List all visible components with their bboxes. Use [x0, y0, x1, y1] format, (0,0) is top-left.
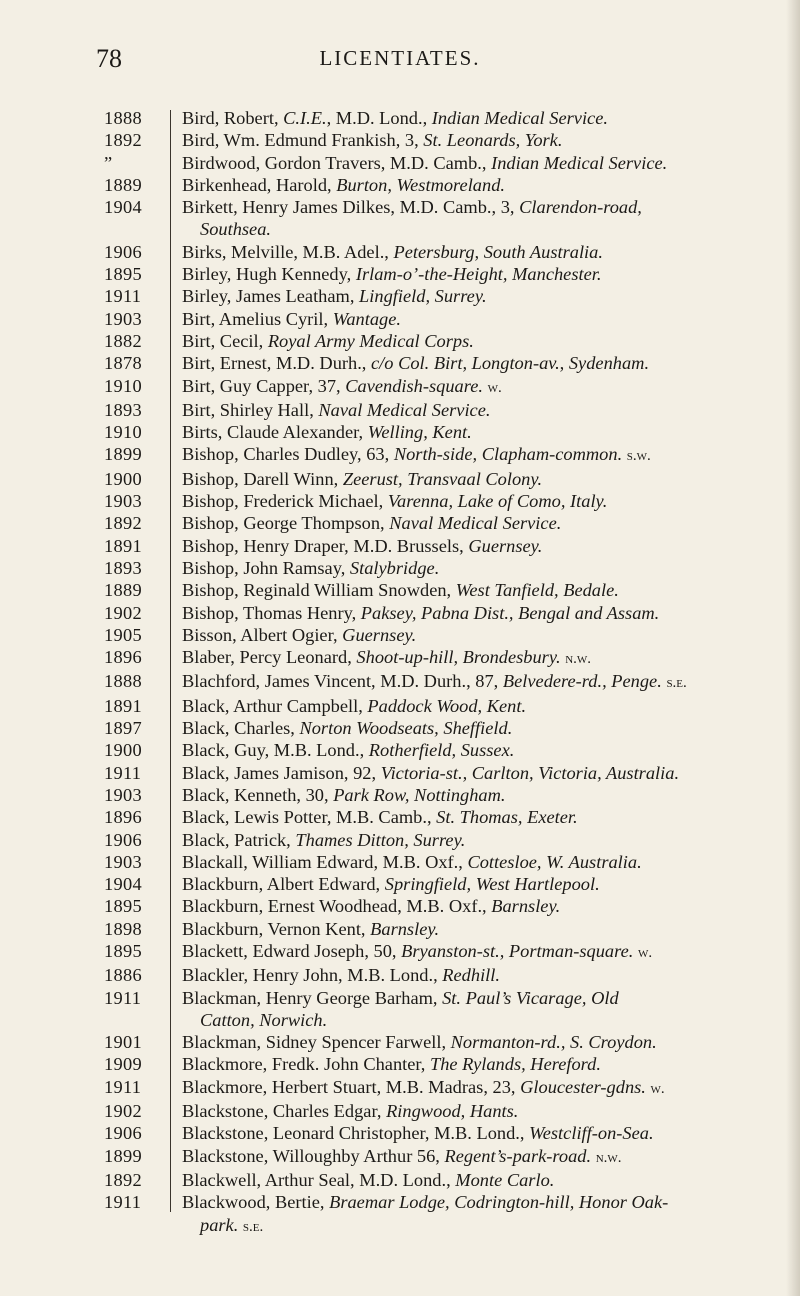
list-item [0, 1053, 800, 1075]
entry-text [182, 873, 784, 895]
entry-year: 1904 [104, 197, 142, 218]
entry-line: Birt, Amelius Cyril, Wantage. [182, 308, 402, 329]
entry-line: Black, Guy, M.B. Lond., Rotherfield, Sussex. [182, 740, 515, 761]
entry-line: Blackstone, Willoughby Arthur 56, Regent’s-park-road. n.w. [182, 1145, 622, 1166]
entry-line: Blackler, Henry John, M.B. Lond., Redhill. [182, 965, 500, 986]
entry-year: 1889 [104, 580, 142, 601]
list-item [0, 152, 800, 174]
entry-text [182, 762, 784, 784]
list-item [0, 196, 800, 241]
entry-line: Birley, James Leatham, Lingfield, Surrey. [182, 286, 487, 307]
entry-line: Birks, Melville, M.B. Adel., Petersburg, South Australia. [182, 241, 603, 262]
entry-year: 1902 [104, 602, 142, 623]
entry-text [182, 535, 784, 557]
entry-line: Birt, Cecil, Royal Army Medical Corps. [182, 330, 474, 351]
entry-text [182, 352, 784, 374]
entry-year: 1892 [104, 1169, 142, 1190]
list-item [0, 443, 800, 467]
entry-text [182, 196, 784, 241]
entry-text [182, 468, 784, 490]
entry-year: 1906 [104, 1123, 142, 1144]
list-item [0, 602, 800, 624]
entry-year: 1893 [104, 399, 142, 420]
entry-text [182, 624, 784, 646]
entry-text [182, 717, 784, 739]
entry-line: Blackstone, Charles Edgar, Ringwood, Hants. [182, 1101, 519, 1122]
entry-line: Bishop, Thomas Henry, Paksey, Pabna Dist., Bengal and Assam. [182, 602, 660, 623]
entry-text [182, 1053, 784, 1075]
list-item [0, 940, 800, 964]
entry-year: 1888 [104, 671, 142, 692]
entry-line: Black, Arthur Campbell, Paddock Wood, Kent. [182, 695, 527, 716]
entry-line: Blackburn, Albert Edward, Springfield, West Hartlepool. [182, 874, 600, 895]
entry-line: Black, James Jamison, 92, Victoria-st., Carlton, Victoria, Australia. [182, 762, 680, 783]
entry-year: 1901 [104, 1032, 142, 1053]
entry-year: 1895 [104, 896, 142, 917]
entry-year: 1878 [104, 353, 142, 374]
entry-year: 1911 [104, 987, 142, 1008]
entry-year: 1889 [104, 174, 142, 195]
entry-text [182, 1145, 784, 1169]
entry-line: Birt, Guy Capper, 37, Cavendish-square. w. [182, 375, 502, 396]
entry-text [182, 512, 784, 534]
entry-line: Blackmore, Herbert Stuart, M.B. Madras, 23, Gloucester-gdns. w. [182, 1076, 665, 1097]
entry-year: 1911 [104, 762, 142, 783]
entry-line: Birt, Ernest, M.D. Durh., c/o Col. Birt, Longton-av., Sydenham. [182, 353, 650, 374]
entry-year: 1898 [104, 918, 142, 939]
running-head: LICENTIATES. [319, 46, 481, 70]
entry-year: 1903 [104, 784, 142, 805]
entry-line: Birt, Shirley Hall, Naval Medical Service. [182, 399, 491, 420]
entry-text [182, 695, 784, 717]
list-item [0, 174, 800, 196]
entry-line: Blackwell, Arthur Seal, M.D. Lond., Monte Carlo. [182, 1169, 555, 1190]
entry-text [182, 895, 784, 917]
entry-text [182, 1100, 784, 1122]
entry-text [182, 263, 784, 285]
entry-line: Black, Lewis Potter, M.B. Camb., St. Thomas, Exeter. [182, 807, 578, 828]
entry-year: 1910 [104, 422, 142, 443]
entry-text [182, 1169, 784, 1191]
list-item [0, 1122, 800, 1144]
entry-text [182, 330, 784, 352]
list-item [0, 330, 800, 352]
entry-year: 1900 [104, 740, 142, 761]
list-item [0, 468, 800, 490]
entry-continuation: Southsea. [200, 219, 272, 240]
list-item [0, 129, 800, 151]
entry-line: Blackman, Sidney Spencer Farwell, Normanton-rd., S. Croydon. [182, 1032, 657, 1053]
entry-text [182, 490, 784, 512]
entry-text [182, 1122, 784, 1144]
entry-text [182, 918, 784, 940]
list-item [0, 1145, 800, 1169]
list-item [0, 670, 800, 694]
list-item [0, 739, 800, 761]
entry-line: Blaber, Percy Leonard, Shoot-up-hill, Brondesbury. n.w. [182, 647, 592, 668]
list-item [0, 1191, 800, 1238]
entry-text [182, 964, 784, 986]
entry-text [182, 557, 784, 579]
entry-line: Birkett, Henry James Dilkes, M.D. Camb., 3, Clarendon-road, [182, 197, 642, 218]
entry-year: 1911 [104, 286, 142, 307]
list-item [0, 1031, 800, 1053]
entry-line: Bishop, George Thompson, Naval Medical Service. [182, 513, 562, 534]
entry-year: 1897 [104, 718, 142, 739]
list-item [0, 829, 800, 851]
entry-line: Birley, Hugh Kennedy, Irlam-o’-the-Height, Manchester. [182, 264, 602, 285]
entry-year: 1911 [104, 1076, 142, 1097]
list-item [0, 873, 800, 895]
entry-line: Birkenhead, Harold, Burton, Westmoreland. [182, 174, 505, 195]
list-item [0, 107, 800, 129]
entry-year: 1896 [104, 807, 142, 828]
entry-year: 1903 [104, 308, 142, 329]
entry-line: Blackmore, Fredk. John Chanter, The Rylands, Hereford. [182, 1054, 601, 1075]
entry-continuation: park. s.e. [200, 1214, 264, 1235]
entry-year: 1906 [104, 829, 142, 850]
page-header [0, 44, 800, 74]
entry-text [182, 829, 784, 851]
entry-text [182, 806, 784, 828]
entry-text [182, 1191, 784, 1238]
entry-text [182, 241, 784, 263]
entry-text [182, 375, 784, 399]
list-item [0, 918, 800, 940]
entry-text [182, 739, 784, 761]
entry-text [182, 851, 784, 873]
entry-line: Blackall, William Edward, M.B. Oxf., Cottesloe, W. Australia. [182, 851, 642, 872]
page-number: 78 [96, 44, 122, 73]
list-item [0, 535, 800, 557]
entry-line: Blackburn, Ernest Woodhead, M.B. Oxf., Barnsley. [182, 896, 561, 917]
list-item [0, 579, 800, 601]
list-item [0, 1169, 800, 1191]
entry-list [0, 107, 800, 1238]
list-item [0, 263, 800, 285]
entry-text [182, 285, 784, 307]
entry-line: Birdwood, Gordon Travers, M.D. Camb., Indian Medical Service. [182, 152, 668, 173]
entry-year: 1911 [104, 1192, 142, 1213]
entry-text [182, 107, 784, 129]
entry-year: 1882 [104, 330, 142, 351]
entry-text [182, 670, 784, 694]
entry-line: Blackburn, Vernon Kent, Barnsley. [182, 918, 440, 939]
entry-year: 1899 [104, 444, 142, 465]
entry-year: 1899 [104, 1145, 142, 1166]
entry-text [182, 987, 784, 1032]
entry-text [182, 443, 784, 467]
entry-year: 1906 [104, 241, 142, 262]
entry-year: 1896 [104, 647, 142, 668]
list-item [0, 557, 800, 579]
entry-text [182, 646, 784, 670]
entry-line: Black, Patrick, Thames Ditton, Surrey. [182, 829, 466, 850]
entry-line: Blackman, Henry George Barham, St. Paul’s Vicarage, Old [182, 987, 619, 1008]
entry-line: Birts, Claude Alexander, Welling, Kent. [182, 422, 472, 443]
entry-line: Blackstone, Leonard Christopher, M.B. Lond., Westcliff-on-Sea. [182, 1123, 654, 1144]
entry-line: Bishop, Frederick Michael, Varenna, Lake of Como, Italy. [182, 491, 608, 512]
entry-year: 1903 [104, 851, 142, 872]
list-item [0, 285, 800, 307]
list-item [0, 895, 800, 917]
list-item [0, 352, 800, 374]
list-item [0, 512, 800, 534]
entry-line: Blachford, James Vincent, M.D. Durh., 87, Belvedere-rd., Penge. s.e. [182, 671, 687, 692]
list-item [0, 241, 800, 263]
entry-text [182, 1031, 784, 1053]
list-item [0, 421, 800, 443]
entry-year: ” [104, 152, 113, 173]
entry-continuation: Catton, Norwich. [200, 1009, 328, 1030]
entry-line: Bird, Wm. Edmund Frankish, 3, St. Leonards, York. [182, 130, 563, 151]
page-edge-shadow [786, 0, 800, 1296]
entry-text [182, 308, 784, 330]
entry-line: Bishop, John Ramsay, Stalybridge. [182, 557, 440, 578]
entry-text [182, 602, 784, 624]
list-item [0, 964, 800, 986]
list-item [0, 1100, 800, 1122]
list-item [0, 624, 800, 646]
list-item [0, 399, 800, 421]
entry-year: 1886 [104, 965, 142, 986]
entry-year: 1892 [104, 513, 142, 534]
entry-year: 1892 [104, 130, 142, 151]
entry-line: Bishop, Henry Draper, M.D. Brussels, Guernsey. [182, 535, 543, 556]
entry-text [182, 399, 784, 421]
entry-line: Black, Charles, Norton Woodseats, Sheffield. [182, 718, 513, 739]
entry-text [182, 1076, 784, 1100]
list-item [0, 762, 800, 784]
entry-line: Black, Kenneth, 30, Park Row, Nottingham. [182, 784, 506, 805]
entry-year: 1893 [104, 557, 142, 578]
entry-year: 1891 [104, 695, 142, 716]
entry-line: Bishop, Charles Dudley, 63, North-side, Clapham-common. s.w. [182, 444, 651, 465]
entry-year: 1904 [104, 874, 142, 895]
entry-year: 1902 [104, 1101, 142, 1122]
entry-year: 1895 [104, 264, 142, 285]
list-item [0, 490, 800, 512]
list-item [0, 695, 800, 717]
entry-text [182, 129, 784, 151]
list-item [0, 1076, 800, 1100]
entry-text [182, 174, 784, 196]
list-item [0, 308, 800, 330]
entry-year: 1903 [104, 491, 142, 512]
entry-text [182, 579, 784, 601]
entry-line: Bisson, Albert Ogier, Guernsey. [182, 624, 417, 645]
list-item [0, 784, 800, 806]
entry-line: Bishop, Reginald William Snowden, West Tanfield, Bedale. [182, 580, 619, 601]
entry-text [182, 784, 784, 806]
entry-line: Blackwood, Bertie, Braemar Lodge, Codrington-hill, Honor Oak- [182, 1192, 669, 1213]
entry-year: 1900 [104, 468, 142, 489]
entry-line: Bird, Robert, C.I.E., M.D. Lond., Indian Medical Service. [182, 108, 608, 128]
entry-line: Blackett, Edward Joseph, 50, Bryanston-st., Portman-square. w. [182, 940, 653, 961]
entry-year: 1888 [104, 108, 142, 128]
entry-text [182, 152, 784, 174]
entry-text [182, 940, 784, 964]
entry-year: 1909 [104, 1054, 142, 1075]
entry-line: Bishop, Darell Winn, Zeerust, Transvaal Colony. [182, 468, 543, 489]
entry-year: 1891 [104, 535, 142, 556]
entry-text [182, 421, 784, 443]
list-item [0, 806, 800, 828]
entry-year: 1895 [104, 940, 142, 961]
list-item [0, 717, 800, 739]
list-item [0, 375, 800, 399]
entry-year: 1910 [104, 375, 142, 396]
list-item [0, 987, 800, 1032]
entry-year: 1905 [104, 624, 142, 645]
list-item [0, 851, 800, 873]
list-item [0, 646, 800, 670]
